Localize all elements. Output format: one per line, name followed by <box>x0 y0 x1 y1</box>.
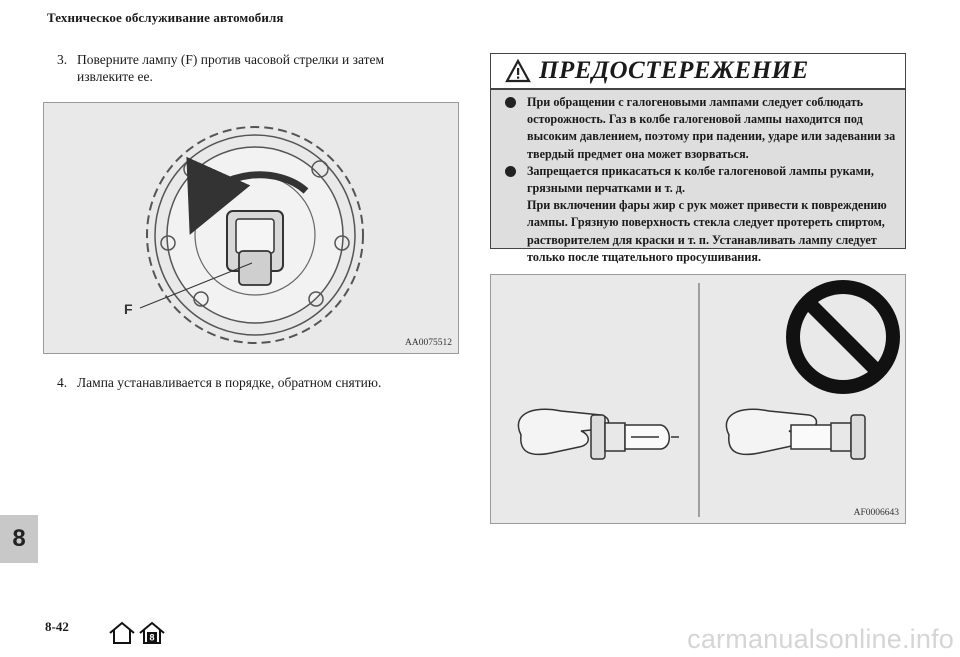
bulb-handling-illustration <box>491 275 907 525</box>
bullet-icon <box>505 166 516 177</box>
correct-handling-illustration <box>518 409 679 459</box>
caution-item-text: При обращении с галогеновыми лампами следует соблюдать осторожность. Газ в колбе галогеновой лампы находится под высоким давлением, поэтому при падении, ударе или задевании за твердый предмет она может взорваться. <box>527 95 896 161</box>
bulb-removal-figure <box>43 102 459 354</box>
step-text: Лампа устанавливается в порядке, обратном снятию. <box>77 375 382 390</box>
figure-code: AA0075512 <box>405 338 452 348</box>
caution-item-text: Запрещается прикасаться к колбе галогеновой лампы руками, грязными перчатками и т. д. <box>527 163 874 196</box>
page-header: Техническое обслуживание автомобиля <box>47 10 284 25</box>
page-number: 8-42 <box>45 619 69 634</box>
warning-triangle-icon <box>505 59 531 83</box>
caution-item <box>501 163 897 266</box>
bulb-label: F <box>124 301 133 317</box>
step-number: 3. <box>57 52 68 67</box>
chapter-8-home-icon[interactable] <box>140 623 164 643</box>
bullet-icon <box>505 97 516 108</box>
step-3 <box>57 51 437 85</box>
watermark: carmanualsonline.info <box>687 624 954 654</box>
caution-box <box>490 53 906 264</box>
caution-header <box>491 54 905 90</box>
caution-item-subtext: При включении фары жир с рук может привести к повреждению лампы. Грязную поверхность стекла следует протереть спиртом, растворителем для краски и т. п. Устанавливать лампу следует только после тщательного просушивания. <box>527 198 887 264</box>
incorrect-handling-illustration <box>726 409 865 459</box>
prohibited-icon <box>793 287 893 387</box>
chapter-8-badge: 8 <box>149 632 155 643</box>
headlamp-illustration <box>44 103 460 355</box>
nav-icons <box>107 620 169 651</box>
bulb-handling-figure <box>490 274 906 524</box>
step-text: Поверните лампу (F) против часовой стрелки и затем <box>77 52 385 67</box>
step-4 <box>57 374 437 391</box>
caution-title: ПРЕДОСТЕРЕЖЕНИЕ <box>539 57 809 84</box>
caution-item <box>501 94 897 163</box>
chapter-tab[interactable] <box>0 515 38 563</box>
chapter-tab-label: 8 <box>12 525 26 552</box>
home-icon[interactable] <box>110 623 134 643</box>
step-text-continued: извлеките ее. <box>77 69 153 84</box>
step-number: 4. <box>57 375 68 390</box>
figure-code: AF0006643 <box>853 508 899 518</box>
